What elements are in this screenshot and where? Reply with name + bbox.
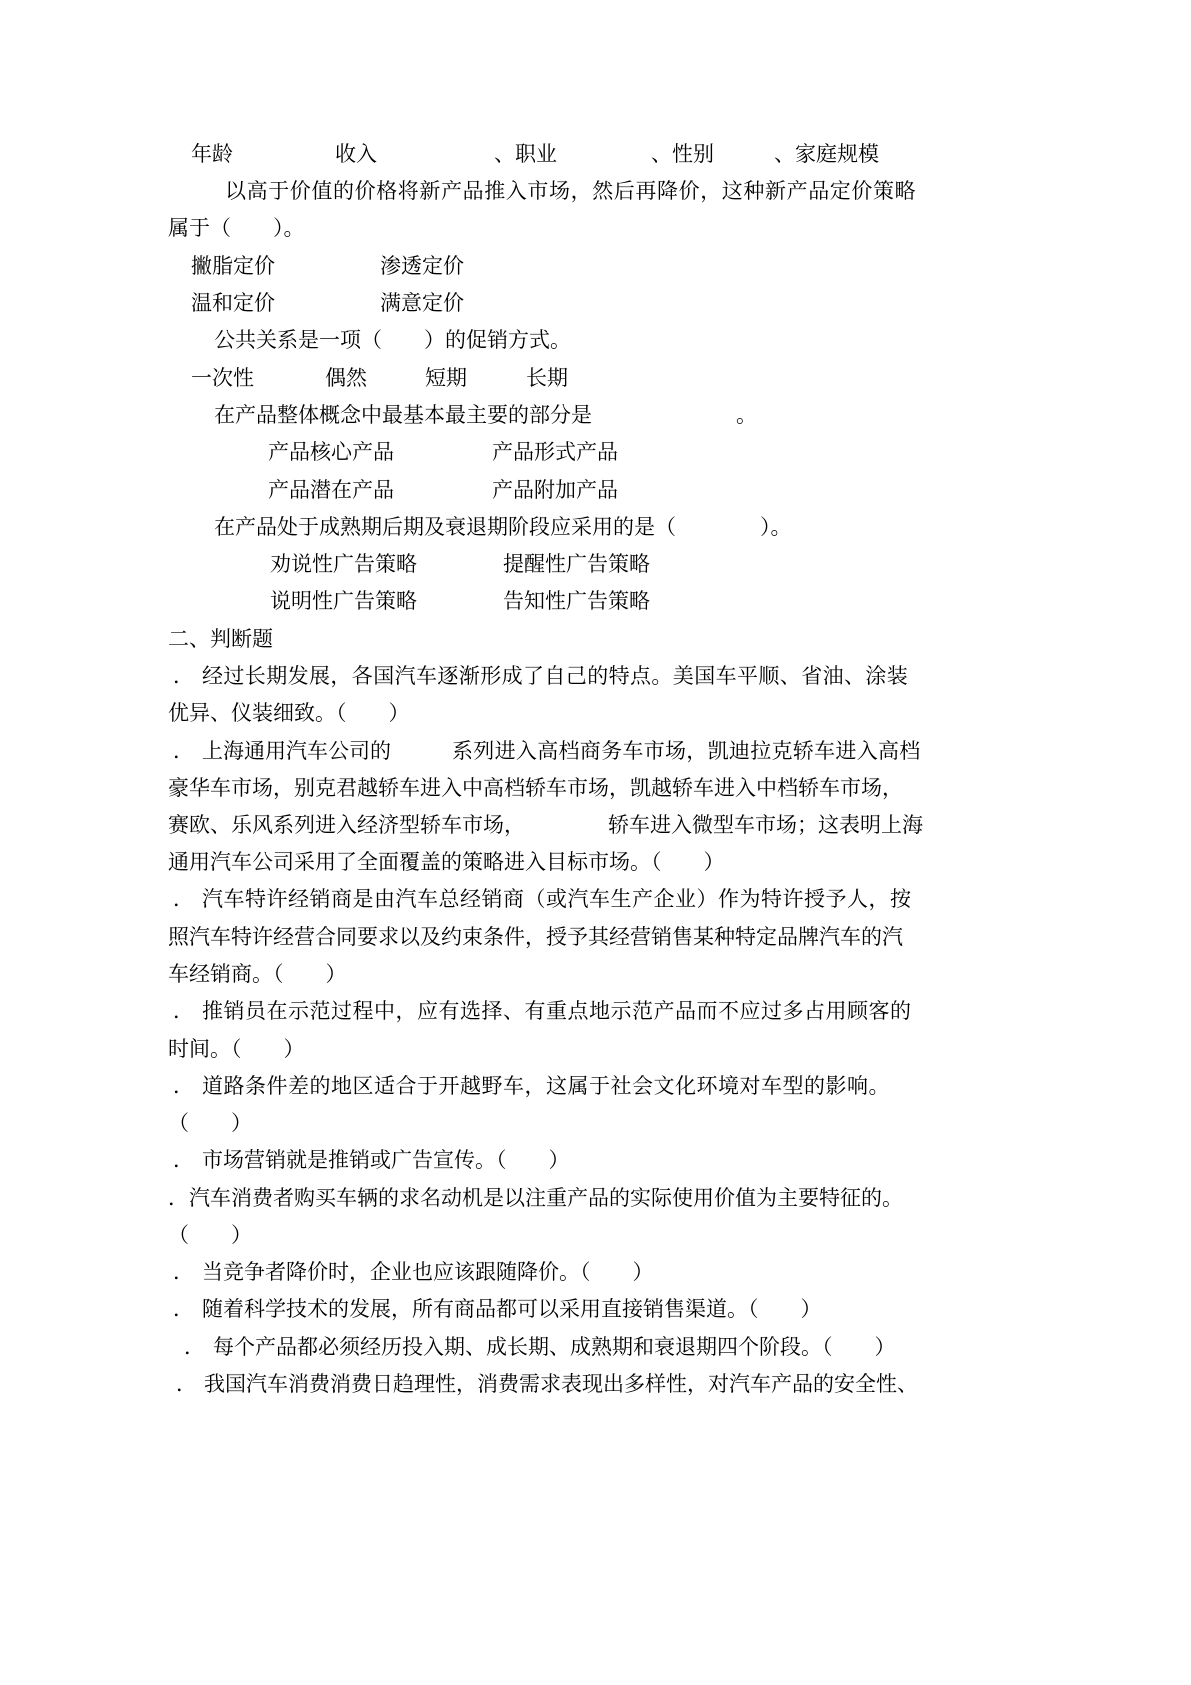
judgement-2-line-1b: 系列进入高档商务车市场，凯迪拉克轿车进入高档 xyxy=(452,739,921,763)
option-explanatory-ad: 说明性广告策略 xyxy=(270,589,417,613)
option-moderate-pricing: 温和定价 xyxy=(191,291,275,315)
option-age: 年龄 xyxy=(191,142,233,166)
option-informative-ad: 告知性广告策略 xyxy=(503,589,650,613)
option-potential-product: 产品潜在产品 xyxy=(268,478,394,502)
judgement-5-line-2: （ ） xyxy=(168,1111,252,1135)
judgement-6: 市场营销就是推销或广告宣传。（ ） xyxy=(202,1148,570,1172)
option-occasional: 偶然 xyxy=(325,366,367,390)
question-pricing-stem: 以高于价值的价格将新产品推入市场，然后再降价，这种新产品定价策略 xyxy=(225,179,917,203)
item-marker: ． xyxy=(173,1260,194,1284)
option-one-time: 一次性 xyxy=(191,366,254,390)
judgement-2-line-1a: 上海通用汽车公司的 xyxy=(202,739,391,763)
option-long-term: 长期 xyxy=(526,366,568,390)
item-marker: ． xyxy=(173,664,194,688)
judgement-1-line-2: 优异、仪装细致。（ ） xyxy=(168,701,410,725)
option-core-product: 产品核心产品 xyxy=(268,440,394,464)
judgement-8: 当竞争者降价时，企业也应该跟随降价。（ ） xyxy=(202,1260,654,1284)
option-short-term: 短期 xyxy=(425,366,467,390)
question-product-stem-end: 。 xyxy=(736,403,757,427)
judgement-10: 每个产品都必须经历投入期、成长期、成熟期和衰退期四个阶段。（ ） xyxy=(213,1335,896,1359)
judgement-2-line-2: 豪华车市场，别克君越轿车进入中高档轿车市场，凯越轿车进入中档轿车市场， xyxy=(168,776,903,800)
judgement-7-line-2: （ ） xyxy=(168,1223,252,1247)
judgement-7-line-1: 汽车消费者购买车辆的求名动机是以注重产品的实际使用价值为主要特征的。 xyxy=(189,1186,903,1210)
judgement-4-line-1: 推销员在示范过程中，应有选择、有重点地示范产品而不应过多占用顾客的 xyxy=(202,999,912,1023)
item-marker: ． xyxy=(168,1186,189,1210)
item-marker: ． xyxy=(173,1074,194,1098)
item-marker: ． xyxy=(173,1148,194,1172)
question-pricing-stem-cont: 属于（ ）。 xyxy=(168,216,305,240)
item-marker: ． xyxy=(173,999,194,1023)
item-marker: ． xyxy=(173,887,194,911)
option-income: 收入 xyxy=(335,142,377,166)
option-penetration-pricing: 渗透定价 xyxy=(380,254,464,278)
judgement-2-line-4: 通用汽车公司采用了全面覆盖的策略进入目标市场。（ ） xyxy=(168,850,725,874)
judgement-4-line-2: 时间。（ ） xyxy=(168,1037,305,1061)
judgement-9: 随着科学技术的发展，所有商品都可以采用直接销售渠道。（ ） xyxy=(202,1297,822,1321)
judgement-3-line-1: 汽车特许经销商是由汽车总经销商（或汽车生产企业）作为特许授予人，按 xyxy=(202,887,912,911)
option-persuasive-ad: 劝说性广告策略 xyxy=(270,552,417,576)
option-reminder-ad: 提醒性广告策略 xyxy=(503,552,650,576)
option-form-product: 产品形式产品 xyxy=(492,440,618,464)
item-marker: ． xyxy=(176,1372,197,1396)
judgement-2-line-3b: 轿车进入微型车市场；这表明上海 xyxy=(608,813,923,837)
judgement-3-line-3: 车经销商。（ ） xyxy=(168,962,347,986)
item-marker: ． xyxy=(173,739,194,763)
question-pr-stem: 公共关系是一项（ ）的促销方式。 xyxy=(214,328,571,352)
question-product-stem: 在产品整体概念中最基本最主要的部分是 xyxy=(214,403,592,427)
option-gender: 、性别 xyxy=(651,142,714,166)
option-augmented-product: 产品附加产品 xyxy=(492,478,618,502)
item-marker: ． xyxy=(184,1335,205,1359)
judgement-3-line-2: 照汽车特许经营合同要求以及约束条件，授予其经营销售某种特定品牌汽车的汽 xyxy=(168,925,903,949)
option-satisfaction-pricing: 满意定价 xyxy=(380,291,464,315)
judgement-2-line-3a: 赛欧、乐风系列进入经济型轿车市场， xyxy=(168,813,525,837)
option-skimming-pricing: 撇脂定价 xyxy=(191,254,275,278)
judgement-1-line-1: 经过长期发展，各国汽车逐渐形成了自己的特点。美国车平顺、省油、涂装 xyxy=(202,664,909,688)
section-heading: 二、判断题 xyxy=(168,627,273,651)
question-ad-stem: 在产品处于成熟期后期及衰退期阶段应采用的是（ ）。 xyxy=(214,515,792,539)
option-family-size: 、家庭规模 xyxy=(774,142,879,166)
judgement-5-line-1: 道路条件差的地区适合于开越野车，这属于社会文化环境对车型的影响。 xyxy=(202,1074,890,1098)
option-occupation: 、职业 xyxy=(494,142,557,166)
item-marker: ． xyxy=(173,1297,194,1321)
judgement-11: 我国汽车消费消费日趋理性，消费需求表现出多样性，对汽车产品的安全性、 xyxy=(204,1372,918,1396)
